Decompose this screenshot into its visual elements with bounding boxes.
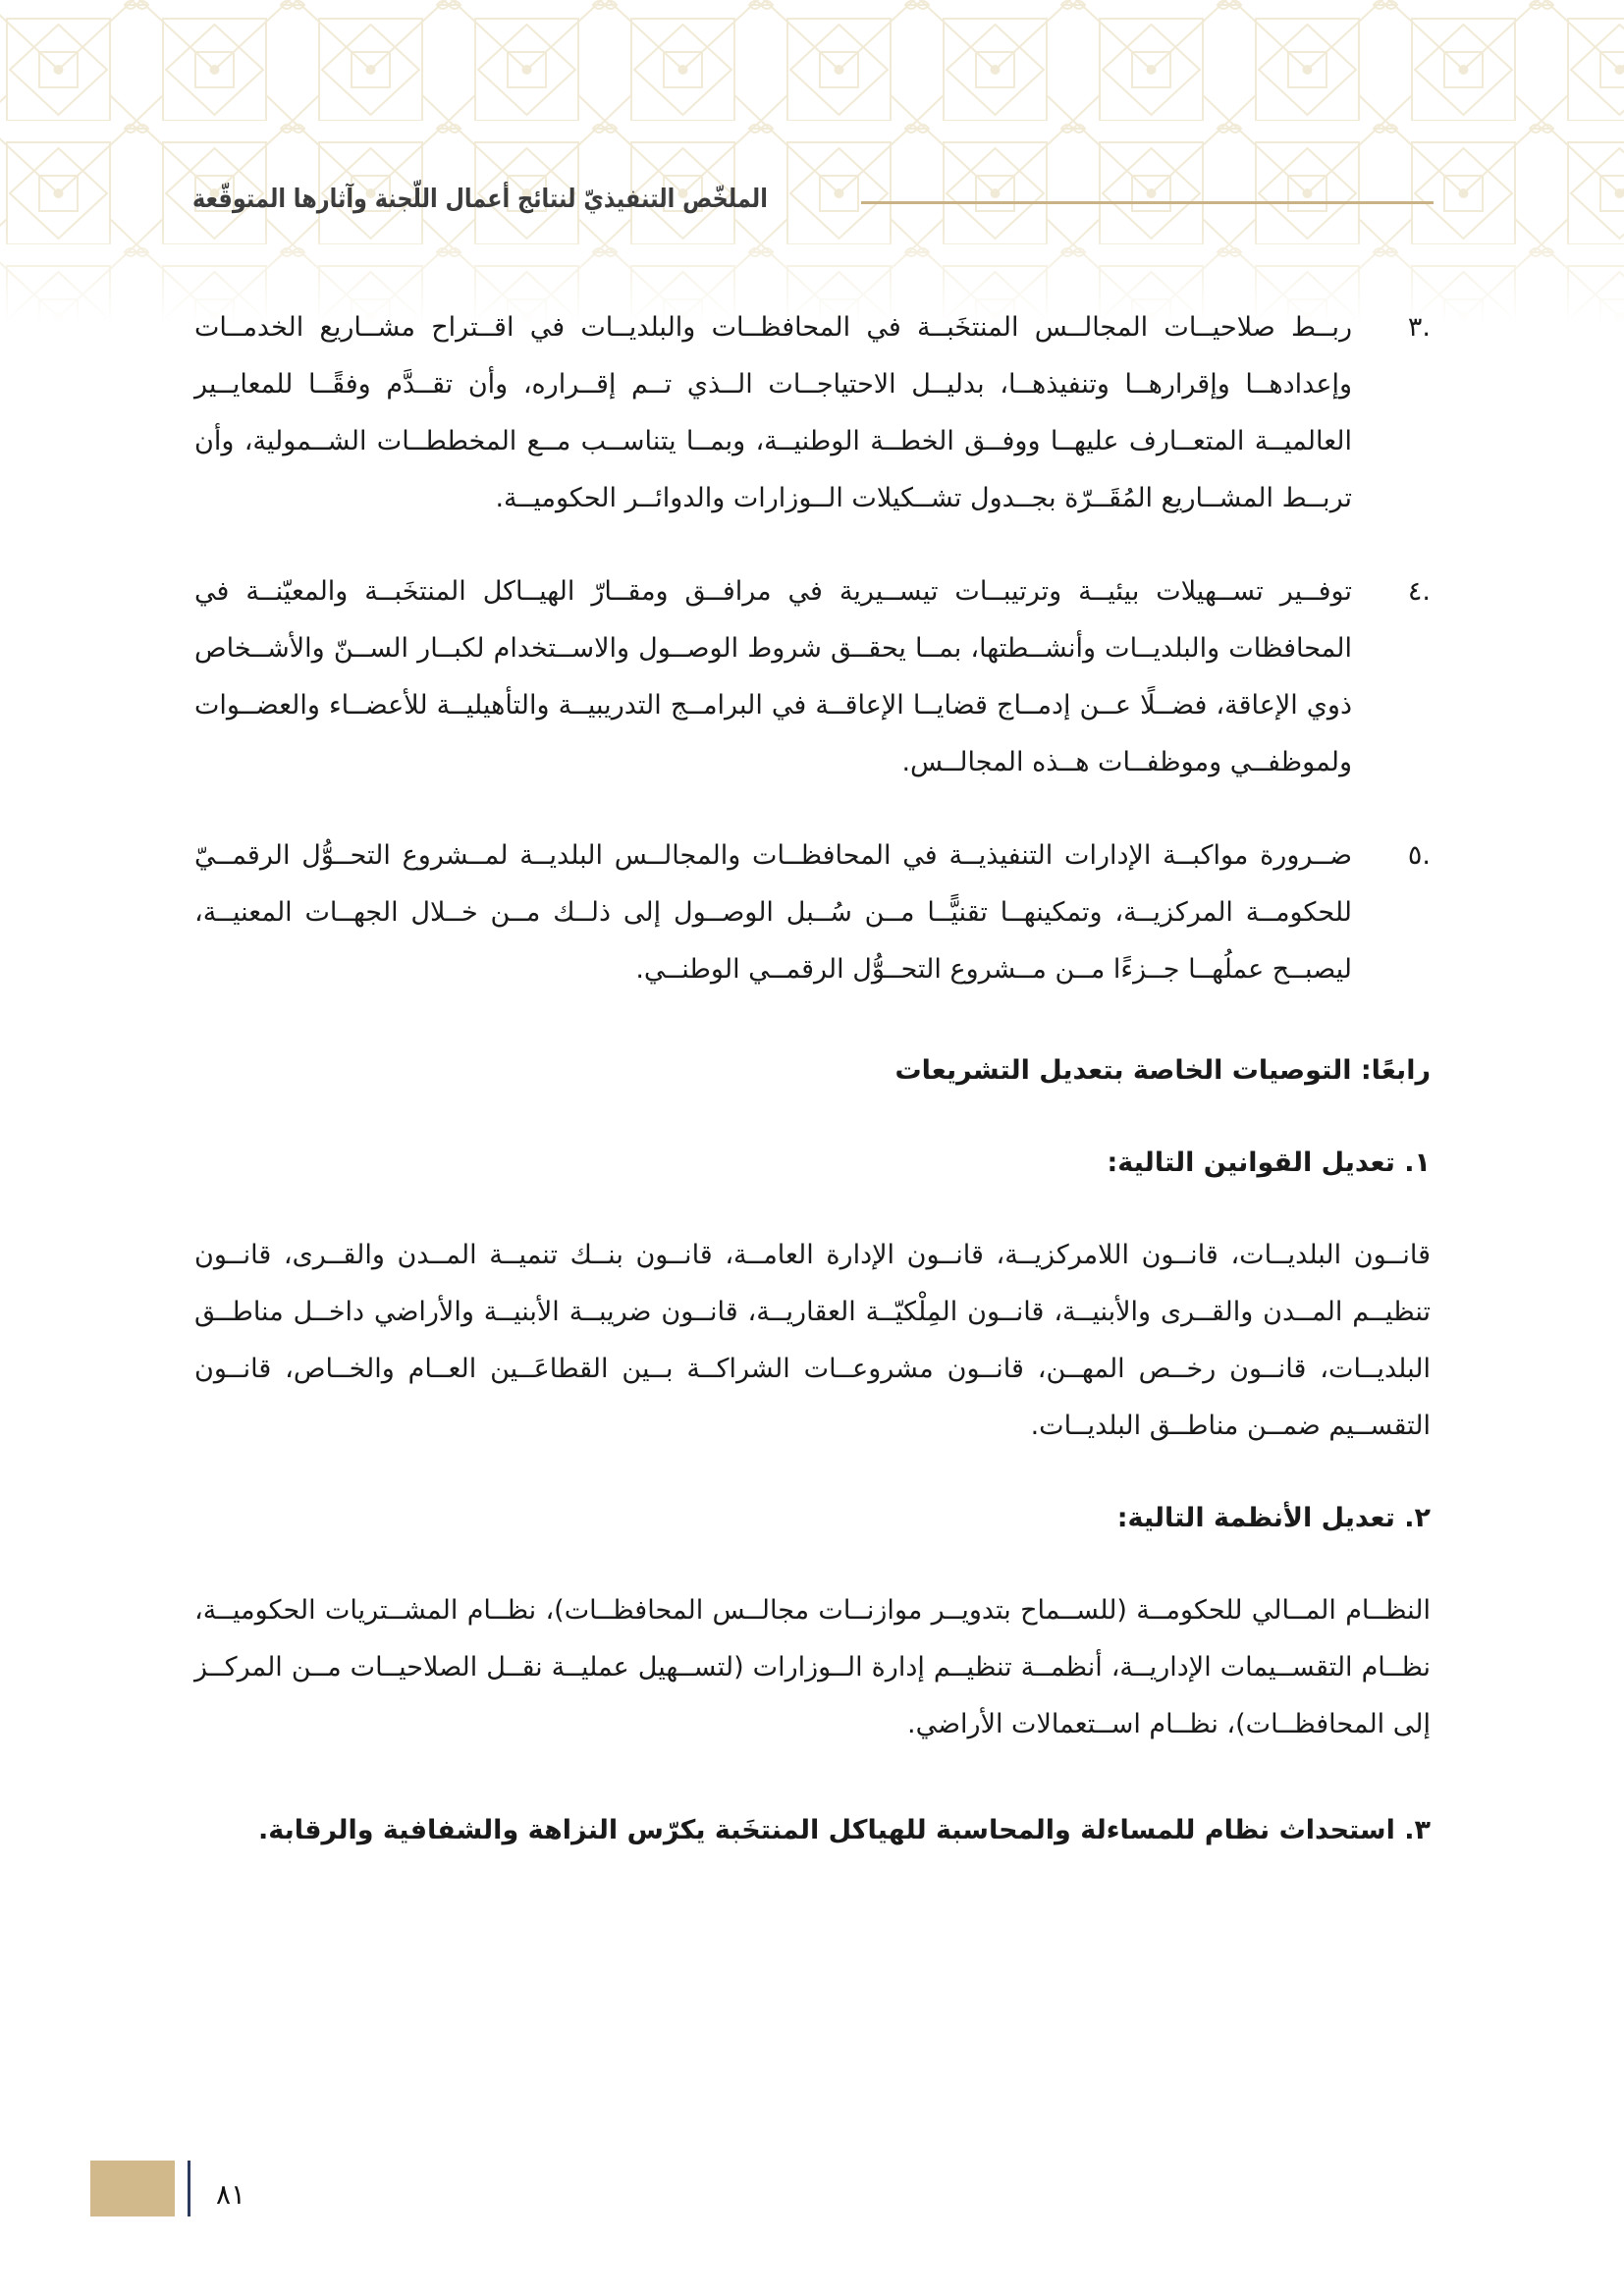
- regulations-heading: ٢. تعديل الأنظمة التالية:: [1116, 1503, 1431, 1533]
- decorative-geometric-pattern: [0, 0, 1624, 324]
- page-content: [194, 299, 1431, 1859]
- footer-divider: [188, 2161, 190, 2216]
- header-rule: [861, 201, 1434, 204]
- list-item-number: .٣: [1407, 312, 1431, 343]
- list-item-text: ربــط صلاحيــات المجالــس المنتخَبــة في المحافظــات والبلديــات في اقــتراح مشــاريع الخدمــات وإعدادهــا وإقرارهــا وتنفيذهــا، بدليــل الاحتياجــات الــذي تــم إقــراره، وأن تقــدَّم وفقًــا للمعايــير العالميــة المتعــارف عليهــا ووفــق الخطــة الوطنيــة، وبمــا يتناســب مــع المخططــات الشــمولية، وأن تربــط المشــاريع المُقَــرّة بجــدول تشــكيلات الــوزارات والدوائــر الحكوميــة.: [194, 312, 1352, 513]
- running-header: [192, 175, 1434, 224]
- list-item-3: [194, 299, 1431, 527]
- regulations-paragraph: النظــام المــالي للحكومــة (للســماح بتدويــر موازنــات مجالــس المحافظــات)، نظــام المشــتريات الحكوميــة، نظــام التقســيمات الإداريــة، أنظمــة تنظيــم إدارة الــوزارات (لتســهيل عمليــة نقــل الصلاحيــات مــن المركــز إلى المحافظــات)، نظــام اســتعمالات الأراضي.: [194, 1595, 1431, 1739]
- laws-heading: ١. تعديل القوانين التالية:: [1107, 1148, 1431, 1178]
- list-item-5: [194, 828, 1431, 998]
- footer-color-tab: [90, 2161, 175, 2216]
- accountability-heading: ٣. استحداث نظام للمساءلة والمحاسبة للهياكل المنتخَبة يكرّس النزاهة والشفافية والرقابة.: [257, 1815, 1431, 1845]
- running-header-title: الملخّص التنفيذيّ لنتائج أعمال اللّجنة وآثارها المتوقّعة: [192, 185, 768, 214]
- list-item-text: توفــير تســهيلات بيئيــة وترتيبــات تيســيرية في مرافــق ومقــارّ الهيــاكل المنتخَبــة والمعيّنــة في المحافظات والبلديــات وأنشــطتها، بمــا يحقــق شروط الوصــول والاســتخدام لكبــار الســنّ والأشــخاص ذوي الإعاقة، فضــلًا عــن إدمــاج قضايــا الإعاقــة في البرامــج التدريبيــة والتأهيليــة للأعضــاء والعضــوات ولموظفــي وموظفــات هــذه المجالــس.: [194, 576, 1352, 777]
- list-item-number: .٥: [1407, 840, 1431, 871]
- laws-paragraph: قانــون البلديــات، قانــون اللامركزيــة، قانــون الإدارة العامــة، قانــون بنــك تنميــة المــدن والقــرى، قانــون تنظيــم المــدن والقــرى والأبنيــة، قانــون المِلْكيّــة العقاريــة، قانــون ضريبــة الأبنيــة والأراضي داخــل مناطــق البلديــات، قانــون رخــص المهــن، قانــون مشروعــات الشراكــة بــين القطاعَــين العــام والخــاص، قانــون التقســيم ضمــن مناطــق البلديــات.: [194, 1240, 1431, 1441]
- list-item-number: .٤: [1407, 576, 1431, 607]
- list-item-4: [194, 563, 1431, 791]
- section-heading: رابعًا: التوصيات الخاصة بتعديل التشريعات: [894, 1055, 1431, 1086]
- page-footer: [90, 2161, 245, 2216]
- list-item-text: ضــرورة مواكبــة الإدارات التنفيذيــة في المحافظــات والمجالــس البلديــة لمــشروع التحــوُّل الرقمــيّ للحكومــة المركزيــة، وتمكينهــا تقنيًّــا مــن سُــبل الوصــول إلى ذلــك مــن خــلال الجهــات المعنيــة، ليصبــح عملُهــا جــزءًا مــن مــشروع التحــوُّل الرقمــي الوطنــي.: [194, 840, 1352, 985]
- page-number: ٨١: [216, 2178, 246, 2211]
